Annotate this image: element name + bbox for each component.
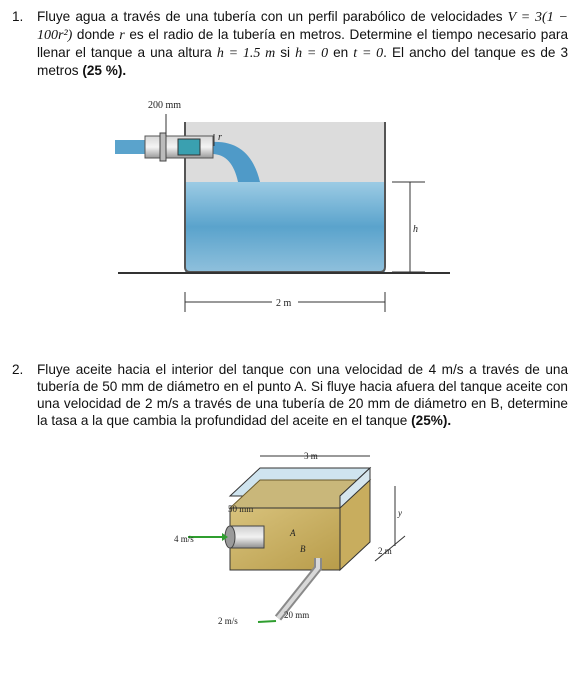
problem-1-text-d: si (280, 45, 291, 60)
width-label: 3 m (304, 451, 318, 461)
width-label: 2 m (276, 298, 292, 309)
point-a-label: A (290, 528, 296, 538)
depth-label: 2 m (378, 546, 392, 556)
pipe-b-dim-label: 20 mm (284, 610, 310, 620)
v-out-label: 2 m/s (218, 616, 238, 626)
point-b-label: B (300, 544, 306, 554)
problem-1-number: 1. (12, 9, 24, 24)
problem-1-text-e: en (333, 45, 349, 60)
problem-1-text-b: donde (76, 27, 115, 42)
problem-2-weight: (25%). (411, 413, 452, 428)
velocity-formula: V = 3(1 − 100r²) (37, 10, 568, 43)
problem-1-statement (37, 8, 568, 79)
r-variable: r (119, 28, 125, 43)
problem-2-statement (37, 361, 568, 429)
problem-1-text-f: . El ancho del tanque es de 3 metros (37, 45, 569, 78)
figure-2-oil-tank (170, 446, 430, 631)
problem-2-text: Fluye aceite hacia el interior del tanque con una velocidad de 4 m/s a través de una tubería de 50 mm de diámetro en el punto A. Si fluye hacia afuera del tanque aceite con una velocidad de 2 m/s a través de una tubería de 20 mm de diámetro en B, determine la tasa a la que cambia la profundidad del aceite en el tanque (37, 362, 568, 428)
problem-1-weight: (25 %). (82, 63, 127, 78)
height-condition: h = 1.5 m (216, 46, 276, 61)
pipe-flange (160, 133, 166, 161)
h-label: h (413, 224, 418, 235)
initial-height-condition: h = 0 (295, 46, 329, 61)
pipe-dim-label: 200 mm (148, 100, 182, 111)
r-label: r (218, 132, 222, 143)
problem-1 (12, 8, 568, 79)
pipe-a-dim-label: 50 mm (228, 504, 254, 514)
v-in-label: 4 m/s (174, 534, 194, 544)
problem-1-text-c: es el radio de la tubería en metros. Determine el tiempo necesario para llenar el tanque a una altura (37, 27, 569, 60)
y-label: y (398, 508, 402, 518)
tank-water (185, 182, 385, 272)
figure-1-water-tank (100, 92, 480, 322)
time-condition: t = 0 (353, 46, 384, 61)
problem-2-number: 2. (12, 362, 24, 377)
inlet-pipe-stream (115, 140, 145, 154)
pipe-profile (178, 139, 200, 155)
problem-1-text-a: Fluye agua a través de una tubería con un perfil parabólico de velocidades (37, 9, 503, 24)
outlet-arrow (258, 621, 276, 622)
problem-2 (12, 361, 568, 429)
